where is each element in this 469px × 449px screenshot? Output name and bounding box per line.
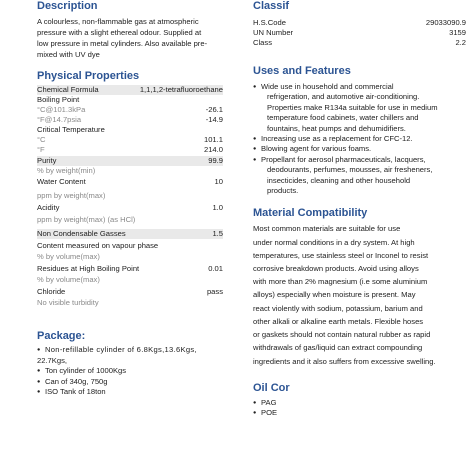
acidity-label: Acidity [37,203,60,212]
physical-properties-heading: Physical Properties [37,70,140,82]
acidity-row [37,203,223,213]
boiling-point-c-value: -26.1 [205,105,223,114]
classif-heading: Classif [253,0,290,12]
purity-row [37,156,223,166]
material-compatibility-text [253,222,466,367]
material-line: corrosive breakdown products. Avoid using alloys [253,264,419,274]
residues-label: Residues at High Boiling Point [37,264,140,273]
package-item: ● Ton cylinder of 1000Kgs [37,366,223,376]
chemical-formula-row [37,85,223,95]
residues-unit-row [37,275,223,285]
residues-unit: % by volume(max) [37,275,100,284]
description-line: low pressure in metal cylinders. Also available pre- [37,39,208,48]
description-heading: Description [37,0,98,12]
oil-list [253,398,466,419]
description-line: A colourless, non-flammable gas at atmospheric [37,17,199,26]
oil-compatibility-heading: Oil Cor [253,381,290,394]
material-line: or gaskets should not contain natural rubber as rapid [253,330,431,340]
critical-temperature-label: Critical Temperature [37,125,105,134]
water-content-row [37,177,223,187]
acidity-unit: ppm by weight(max) (as HCl) [37,215,136,224]
physical-properties-table [37,85,223,308]
critical-f-label: °F [37,145,45,154]
critical-c-value: 101.1 [203,135,223,144]
oil-item: ● PAG [253,398,466,408]
un-number-value: 3159 [449,28,466,37]
un-number-row [253,28,466,38]
package-item: ● Non-refillable cylinder of 6.8Kgs,13.6Kgs, [37,345,223,355]
boiling-point-row [37,95,223,105]
water-content-label: Water Content [37,177,86,186]
uses-item: ● Propellant for aerosol pharmaceuticals, lacquers, deodourants, perfumes, mousses, air fresheners, insecticides, cleaning and other household products. [253,155,466,197]
boiling-point-c-label: °C@101.3kPa [37,105,86,114]
purity-value: 99.9 [208,156,223,165]
boiling-point-f-label: °F@14.7psia [37,115,82,124]
chloride-label: Chloride [37,287,66,296]
water-content-value: 10 [214,177,223,186]
water-unit-row [37,191,223,201]
critical-c-row [37,135,223,145]
class-label: Class [253,38,272,47]
vapour-phase-row [37,241,223,251]
residues-row [37,264,223,274]
hs-code-row [253,18,466,28]
material-line: withdrawals of gas/liquid can extract compounding [253,343,423,353]
non-condensable-row [37,229,223,239]
class-value: 2.2 [455,38,466,47]
uses-item: ● Increasing use as a replacement for CFC-12. [253,134,466,144]
boiling-point-label: Boiling Point [37,95,80,104]
purity-unit-row [37,166,223,176]
material-line: react violently with sodium, potassium, barium and [253,303,423,313]
oil-item: ● POE [253,408,466,418]
purity-unit: % by weight(min) [37,166,96,175]
description-line: mixed with UV dye [37,50,100,59]
water-unit: ppm by weight(max) [37,191,106,200]
package-heading: Package: [37,330,86,342]
chemical-formula-value: 1,1,1,2-tetrafluoroethane [139,85,223,94]
hs-code-value: 29033090.9 [425,18,466,27]
package-list [37,345,223,398]
package-item: ● Can of 340g, 750g [37,377,223,387]
material-line: temperatures, use stainless steel or Inconel to resist [253,250,429,260]
material-compatibility-heading: Material Compatibility [253,207,368,220]
uses-item: ● Blowing agent for various foams. [253,144,466,154]
material-line: ingredients and it also suffers from excessive swelling. [253,356,436,366]
vapour-phase-label: Content measured on vapour phase [37,241,159,250]
critical-c-label: °C [37,135,46,144]
package-item-continued: 22.7Kgs, [37,356,67,366]
purity-label: Purity [37,156,57,165]
hs-code-label: H.S.Code [253,18,286,27]
material-line: with more than 2% magnesium (i.e some aluminium [253,277,428,287]
chloride-row [37,287,223,297]
non-condensable-label: Non Condensable Gasses [37,229,126,238]
material-line: other alkali or alkaline earth metals. Flexible hoses [253,316,424,326]
un-number-label: UN Number [253,28,294,37]
critical-f-row [37,145,223,155]
residues-value: 0.01 [208,264,223,273]
classification-table [253,18,466,48]
chloride-value: pass [206,287,223,296]
description-line: pressure with a slight ethereal odour. Supplied at [37,28,202,37]
description-text [37,16,223,60]
uses-list [253,82,466,196]
vapour-unit: % by volume(max) [37,252,100,261]
material-line: under normal conditions in a dry system. At high [253,237,415,247]
uses-heading: Uses and Features [253,65,351,77]
package-item: ● ISO Tank of 18ton [37,387,223,397]
critical-temperature-row [37,125,223,135]
vapour-unit-row [37,252,223,262]
acidity-unit-row [37,215,223,225]
class-row [253,38,466,48]
chloride-unit-row [37,298,223,308]
acidity-value: 1.0 [212,203,223,212]
chloride-unit: No visible turbidity [37,298,99,307]
right-column [253,0,466,419]
non-condensable-value: 1.5 [212,229,223,238]
left-column [37,0,223,398]
critical-f-value: 214.0 [203,145,223,154]
uses-item: ● Wide use in household and commercial refrigeration, and automotive air-conditioning. Properties make R134a suitable for use in medium temperature food cabinets, water chillers and fountains, heat pumps and dehumidifiers. [253,82,466,134]
material-line: Most common materials are suitable for use [253,224,401,234]
boiling-point-f-value: -14.9 [205,115,223,124]
boiling-point-f-row [37,115,223,125]
boiling-point-c-row [37,105,223,115]
material-line: alloys) especially when moisture is present. May [253,290,416,300]
chemical-formula-label: Chemical Formula [37,85,99,94]
